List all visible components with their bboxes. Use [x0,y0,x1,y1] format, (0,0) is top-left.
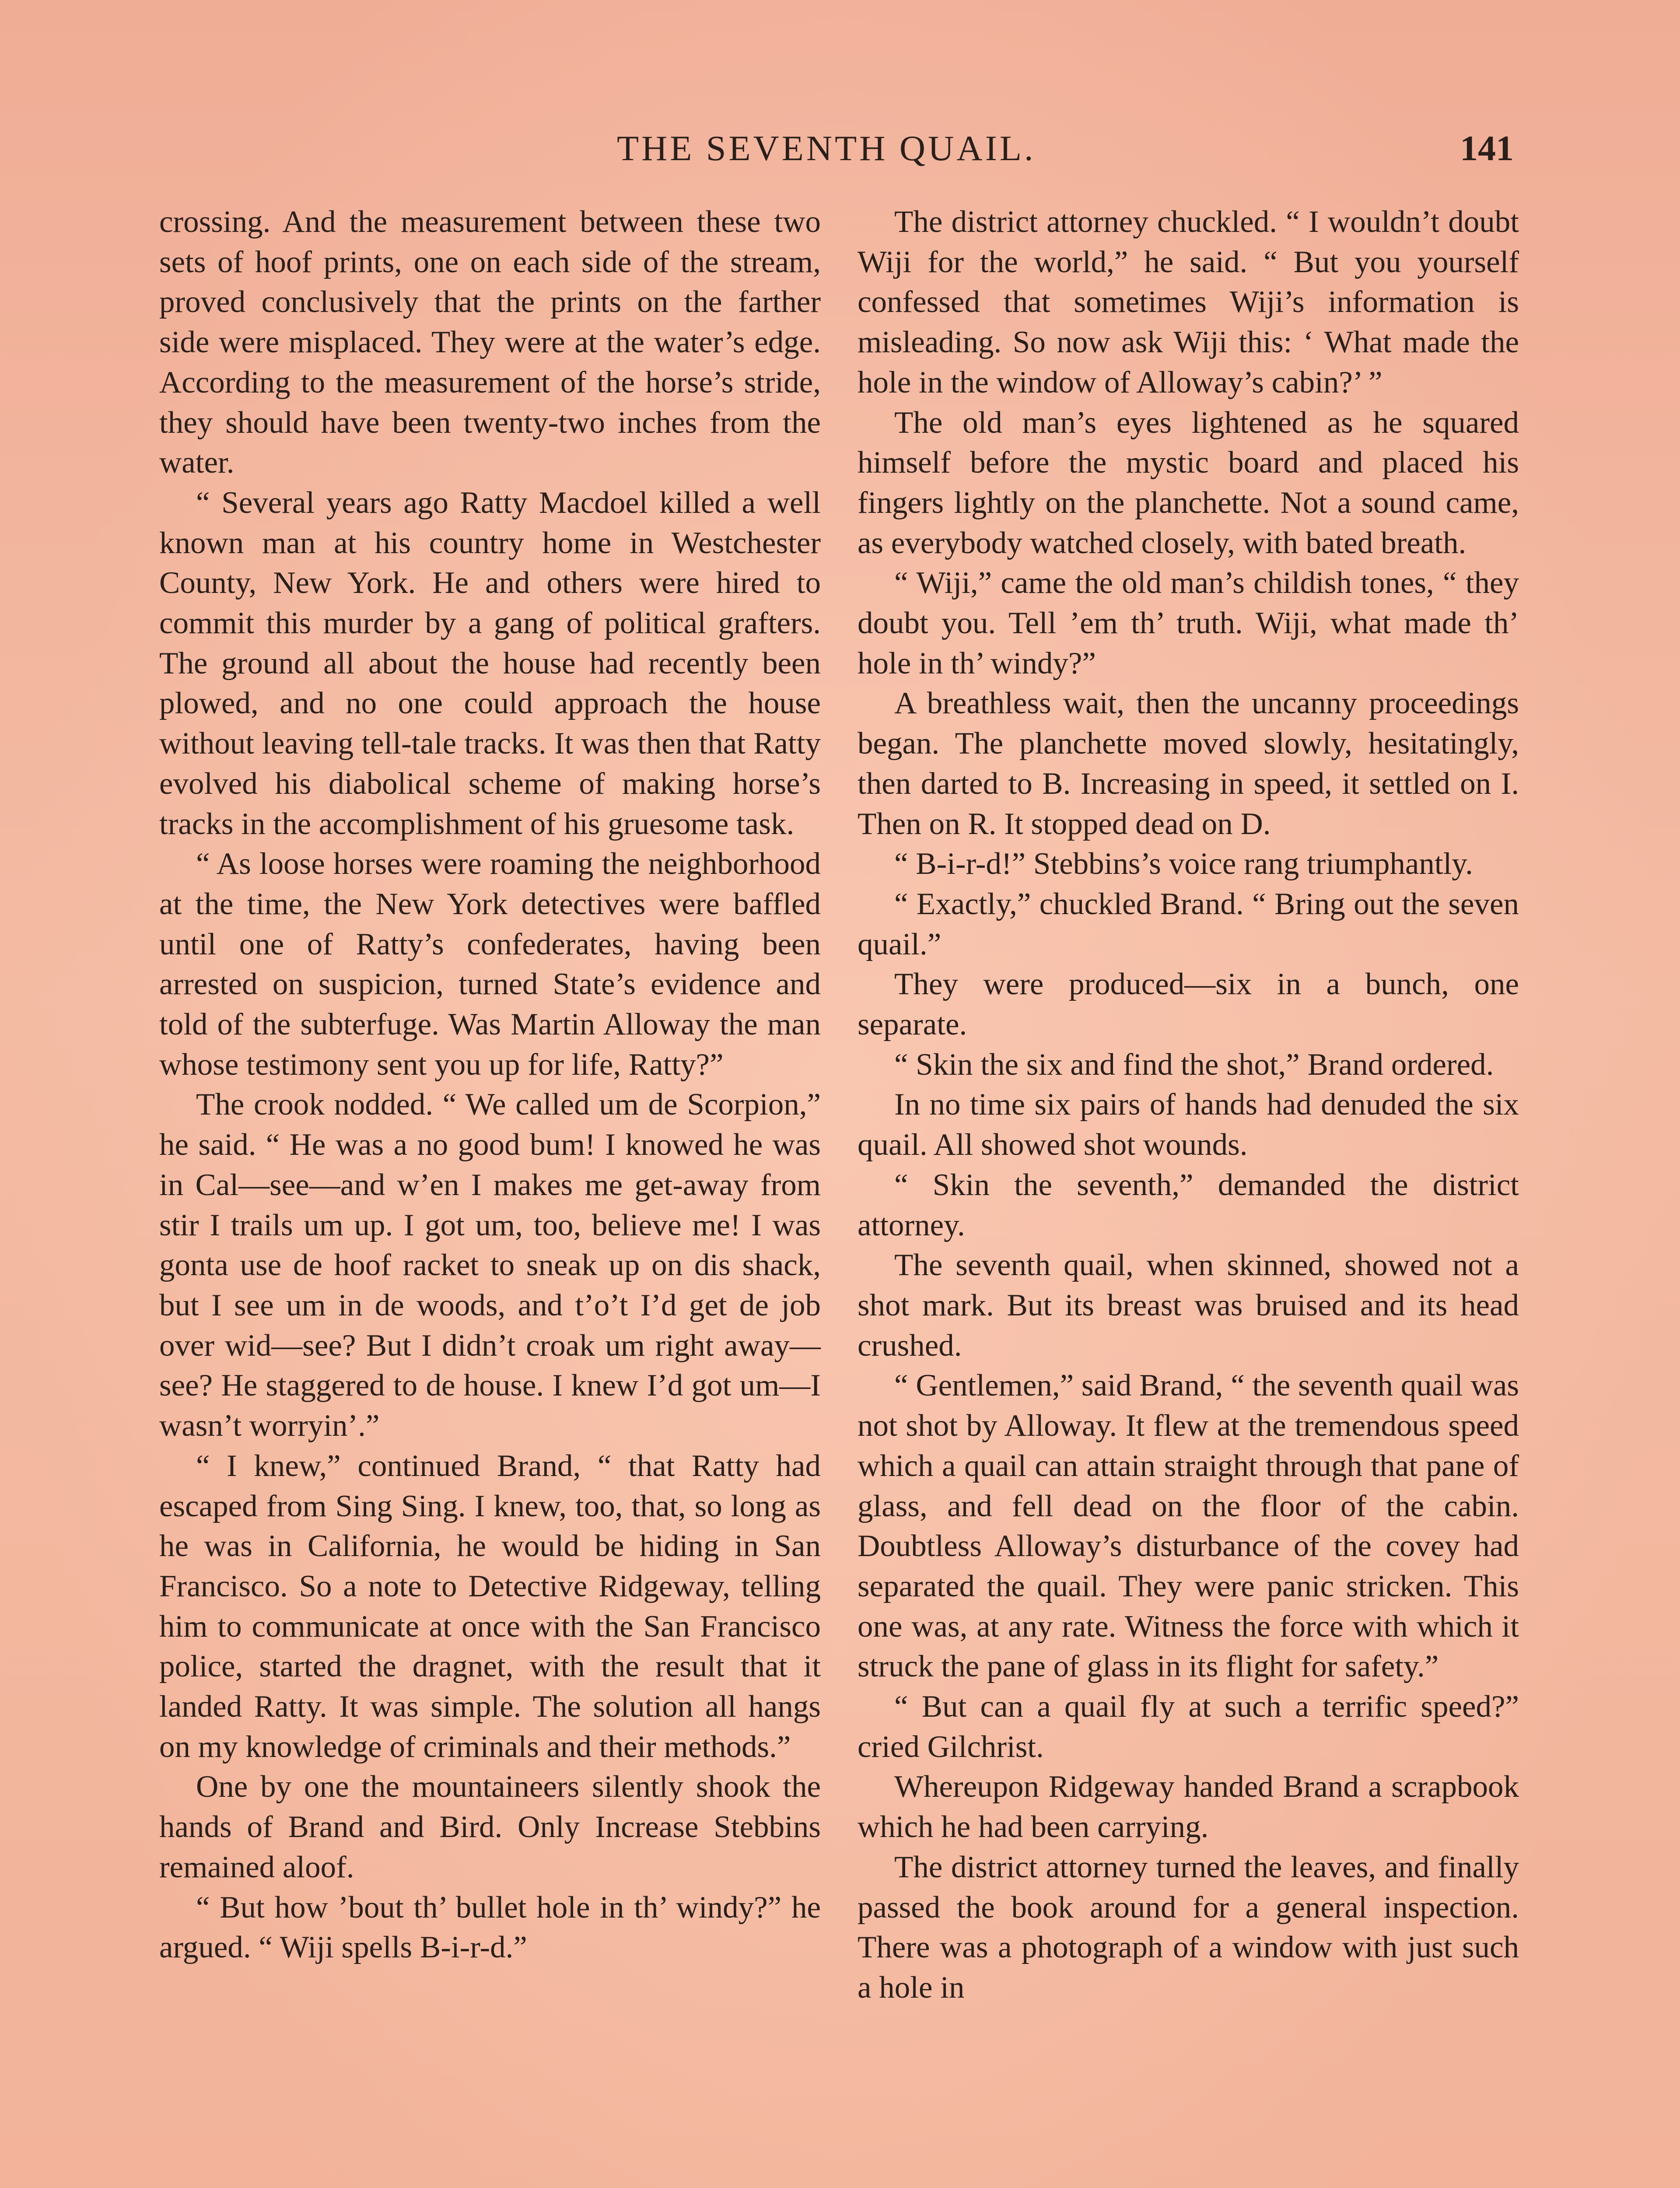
paragraph: The old man’s eyes lightened as he squared himself before the mystic board and placed his fingers lightly on the planchette. Not a sound came, as everybody watched closely, with bated breath. [858,405,1519,560]
paragraph: “ Gentlemen,” said Brand, “ the seventh quail was not shot by Alloway. It flew at the tremendous speed which a quail can attain straight through that pane of glass, and fell dead on the floor of the cabin. Doubtless Alloway’s disturbance of the covey had separated the quail. They were panic stricken. This one was, at any rate. Witness the force with which it struck the pane of glass in its flight for safety.” [858,1368,1519,1684]
page-header [158,128,1514,176]
page-number: 141 [1460,128,1514,168]
paragraph: crossing. And the measurement between these two sets of hoof prints, one on each side of the stream, proved conclusively that the prints on the farther side were misplaced. They were at the water’s edge. According to the measurement of the horse’s stride, they should have been twenty-two inches from the water. [159,205,821,480]
paragraph: Whereupon Ridgeway handed Brand a scrapbook which he had been carrying. [858,1770,1519,1844]
paragraph: “ B-i-r-d!” Stebbins’s voice rang triumphantly. [894,847,1473,881]
paragraph: The district attorney chuckled. “ I wouldn’t doubt Wiji for the world,” he said. “ But you yourself confessed that sometimes Wiji’s information is misleading. So now ask Wiji this: ‘ What made the hole in the window of Alloway’s cabin?’ ” [858,205,1519,400]
paragraph: “ Exactly,” chuckled Brand. “ Bring out the seven quail.” [858,887,1519,961]
paragraph: “ Wiji,” came the old man’s childish tones, “ they doubt you. Tell ’em th’ truth. Wiji, what made th’ hole in th’ windy?” [858,566,1519,680]
paragraph: The district attorney turned the leaves, and finally passed the book around for a general inspection. There was a photograph of a window with just such a hole in [858,1850,1519,2005]
paragraph: A breathless wait, then the uncanny proceedings began. The planchette moved slowly, hesitatingly, then darted to B. Increasing in speed, it settled on I. Then on R. It stopped dead on D. [858,686,1519,841]
paragraph: They were produced—six in a bunch, one separate. [858,967,1519,1042]
paragraph: The crook nodded. “ We called um de Scorpion,” he said. “ He was a no good bum! I knowed he was in Cal—see—and w’en I makes me get-away from stir I trails um up. I got um, too, believe me! I was gonta use de hoof racket to sneak up on dis shack, but I see um in de woods, and t’o’t I’d get de job over wid—see? But I didn’t croak um right away—see? He staggered to de house. I knew I’d got um—I wasn’t worryin’.” [159,1087,821,1443]
paragraph: “ Skin the six and find the shot,” Brand ordered. [894,1047,1494,1082]
paragraph: “ But can a quail fly at such a terrific speed?” cried Gilchrist. [858,1690,1519,1764]
running-title: THE SEVENTH QUAIL. [617,128,1036,168]
paragraph: “ Skin the seventh,” demanded the district attorney. [858,1168,1519,1242]
paragraph: The seventh quail, when skinned, showed not a shot mark. But its breast was bruised and its head crushed. [858,1248,1519,1363]
paragraph: “ As loose horses were roaming the neighborhood at the time, the New York detectives were baffled until one of Ratty’s confederates, having been arrested on suspicion, turned State’s evidence and told of the subterfuge. Was Martin Alloway the man whose testimony sent you up for life, Ratty?” [159,847,821,1082]
paragraph: “ But how ’bout th’ bullet hole in th’ windy?” he argued. “ Wiji spells B-i-r-d.” [159,1890,821,1965]
left-column [159,202,821,1968]
paragraph: In no time six pairs of hands had denuded the six quail. All showed shot wounds. [858,1087,1519,1162]
paragraph: One by one the mountaineers silently shook the hands of Brand and Bird. Only Increase Stebbins remained aloof. [159,1770,821,1884]
paragraph: “ I knew,” continued Brand, “ that Ratty had escaped from Sing Sing. I knew, too, that, so long as he was in California, he would be hiding in San Francisco. So a note to Detective Ridgeway, telling him to communicate at once with the San Francisco police, started the dragnet, with the result that it landed Ratty. It was simple. The solution all hangs on my knowledge of criminals and their methods.” [159,1448,821,1764]
paragraph: “ Several years ago Ratty Macdoel killed a well known man at his country home in Westchester County, New York. He and others were hired to commit this murder by a gang of political grafters. The ground all about the house had recently been plowed, and no one could approach the house without leaving tell-tale tracks. It was then that Ratty evolved his diabolical scheme of making horse’s tracks in the accomplishment of his gruesome task. [159,485,821,841]
right-column [858,202,1519,2008]
